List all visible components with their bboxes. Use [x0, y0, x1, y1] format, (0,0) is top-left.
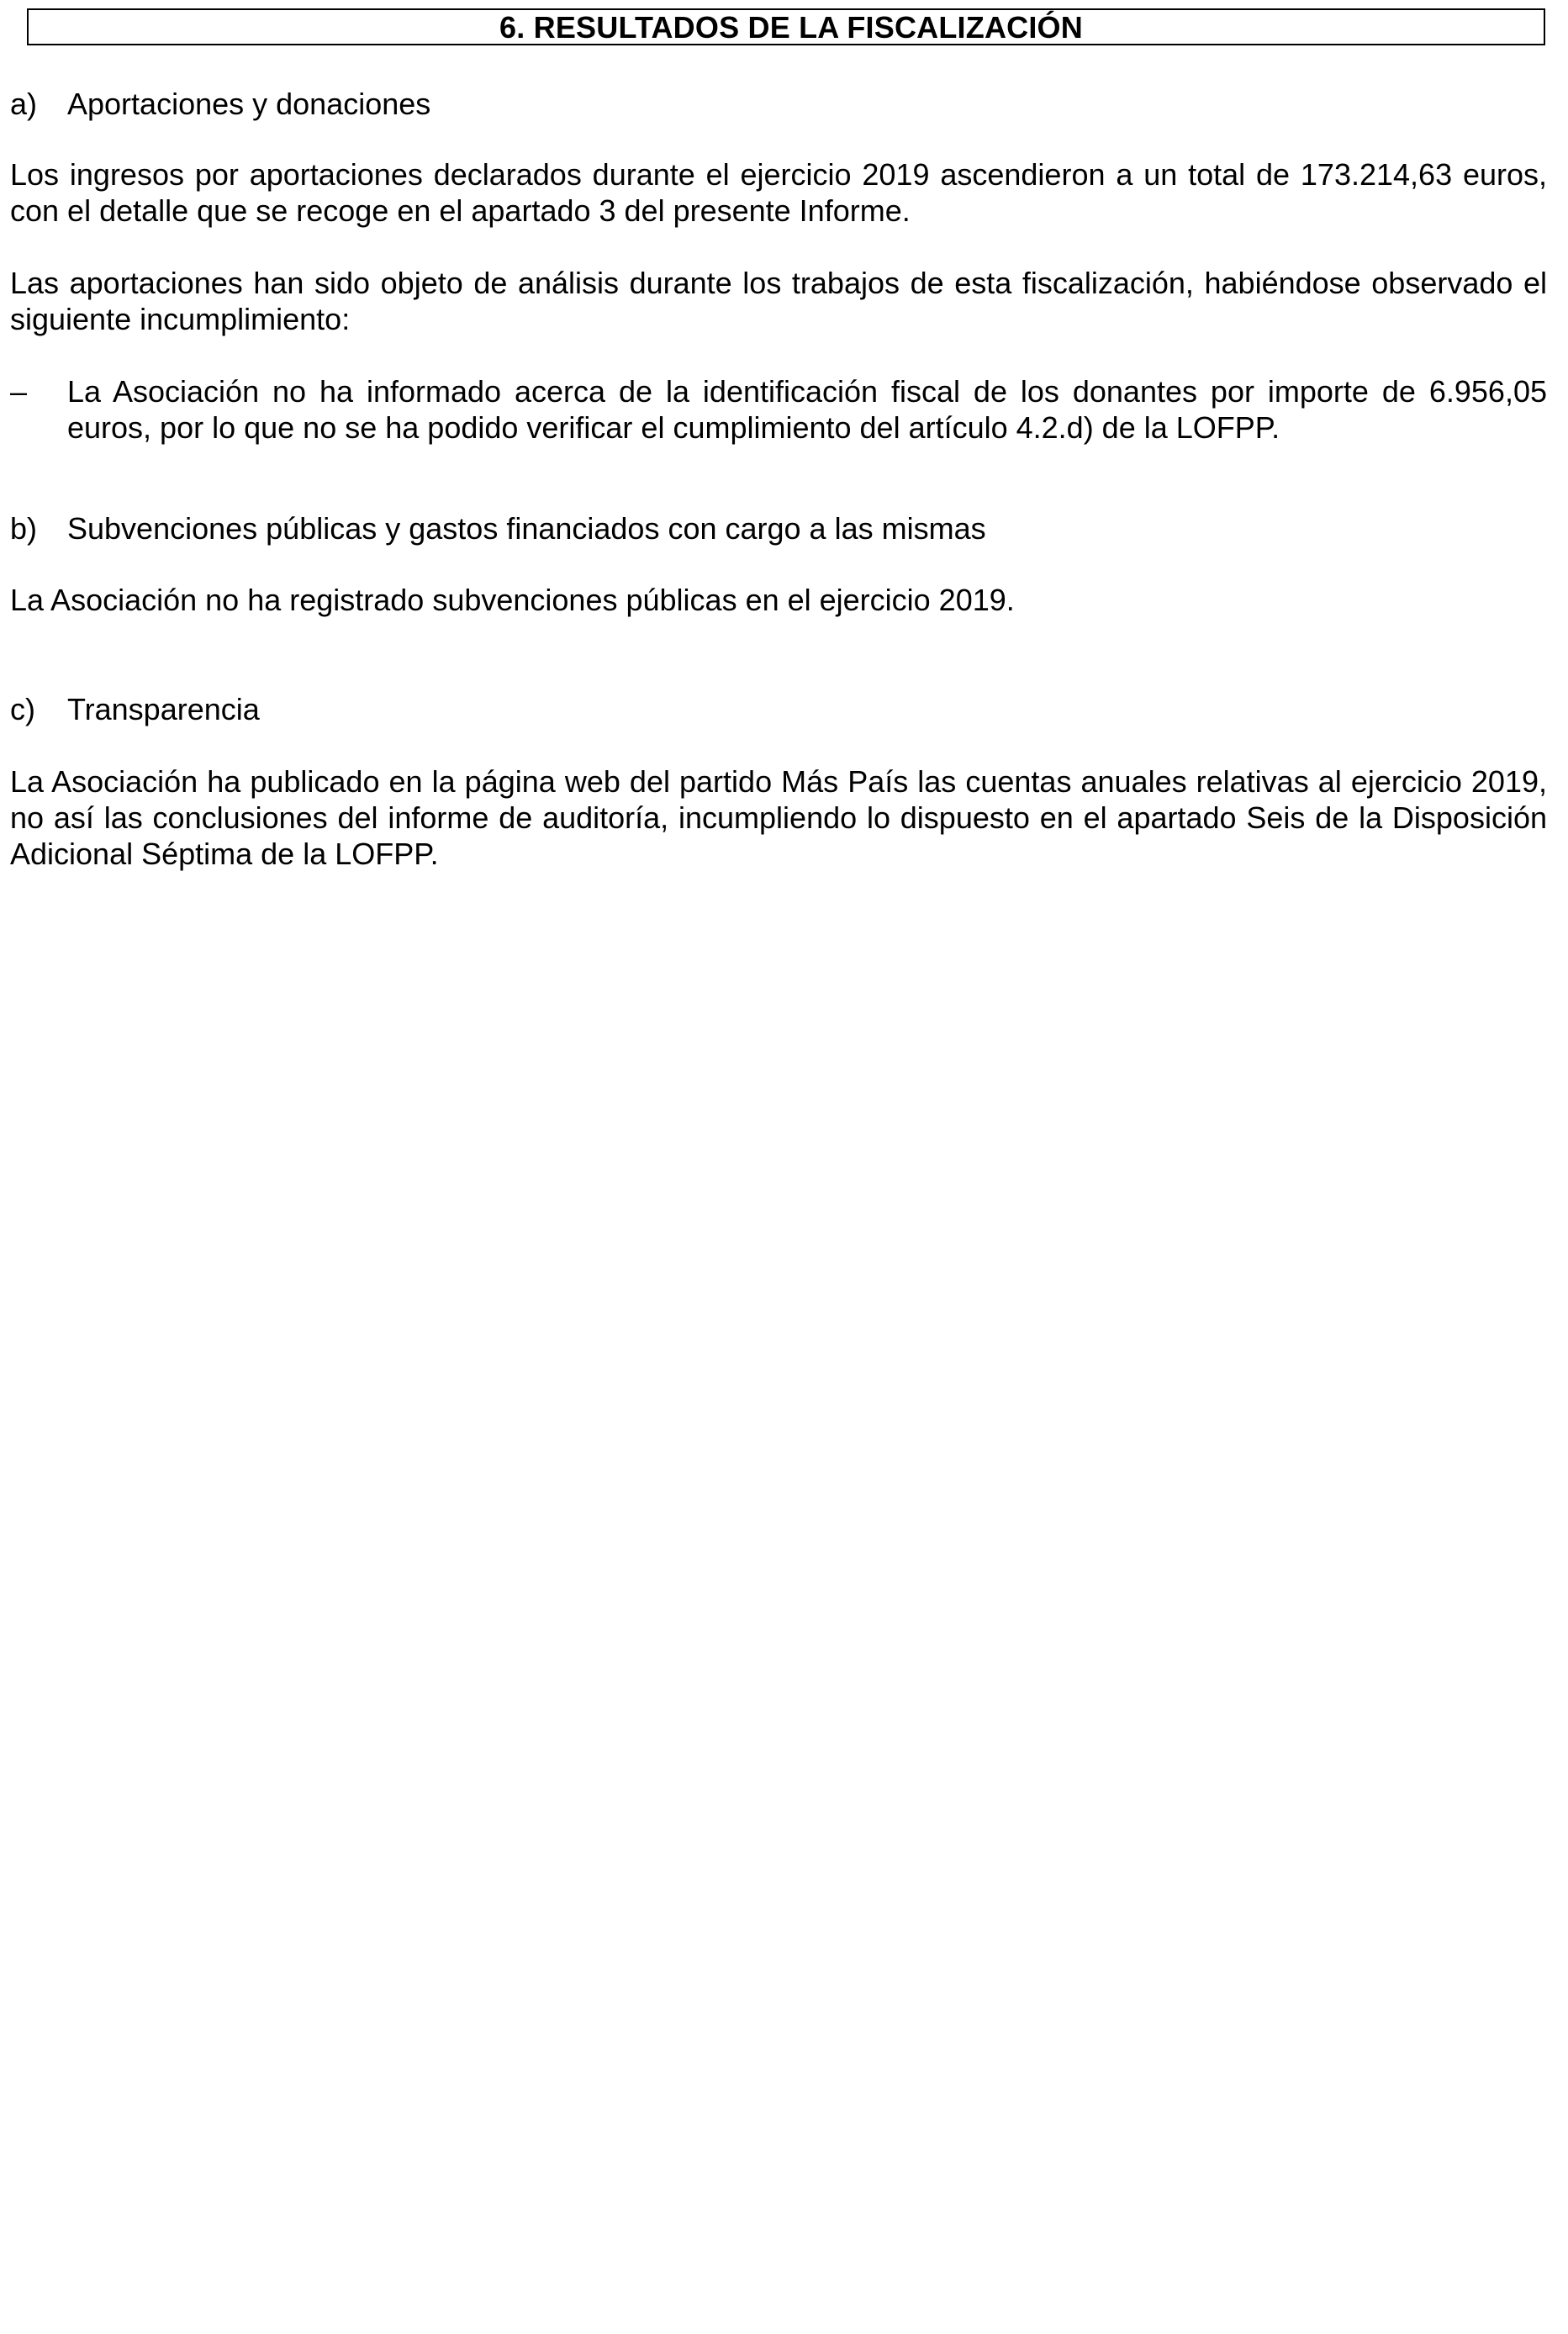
paragraph-analisis: Las aportaciones han sido objeto de análisis durante los trabajos de esta fiscalización, habiéndose observado el siguiente incumplimiento:: [10, 266, 1547, 336]
heading-letter: b): [10, 511, 38, 546]
paragraph-subvenciones: La Asociación no ha registrado subvenciones públicas en el ejercicio 2019.: [10, 583, 1015, 617]
heading-text: Aportaciones y donaciones: [67, 87, 431, 121]
bullet-text: La Asociación no ha informado acerca de la identificación fiscal de los donantes por importe de 6.956,05 euros, por lo que no se ha podido verificar el cumplimiento del artículo 4.2.d) de la LOFPP.: [67, 374, 1547, 445]
bullet-dash: –: [10, 374, 28, 409]
bullet-incumplimiento: [10, 373, 1547, 446]
heading-subvenciones: [10, 510, 1547, 547]
heading-text: Transparencia: [67, 692, 260, 726]
paragraph-transparencia: La Asociación ha publicado en la página web del partido Más País las cuentas anuales relativas al ejercicio 2019, no así las conclusiones del informe de auditoría, incumpliendo lo dispuesto en el apartado Seis de la Disposición Adicional Séptima de la LOFPP.: [10, 764, 1547, 871]
heading-letter: a): [10, 87, 38, 121]
heading-aportaciones: [10, 86, 1547, 123]
paragraph-ingresos: Los ingresos por aportaciones declarados durante el ejercicio 2019 ascendieron a un total de 173.214,63 euros, con el detalle que se recoge en el apartado 3 del presente Informe.: [10, 157, 1547, 228]
heading-text: Subvenciones públicas y gastos financiados con cargo a las mismas: [67, 511, 986, 546]
heading-transparencia: [10, 691, 1547, 728]
document-page: [10, 8, 1547, 872]
section-title: 6. RESULTADOS DE LA FISCALIZACIÓN: [499, 10, 1083, 45]
section-title-box: [27, 8, 1545, 45]
heading-letter: c): [10, 692, 35, 726]
